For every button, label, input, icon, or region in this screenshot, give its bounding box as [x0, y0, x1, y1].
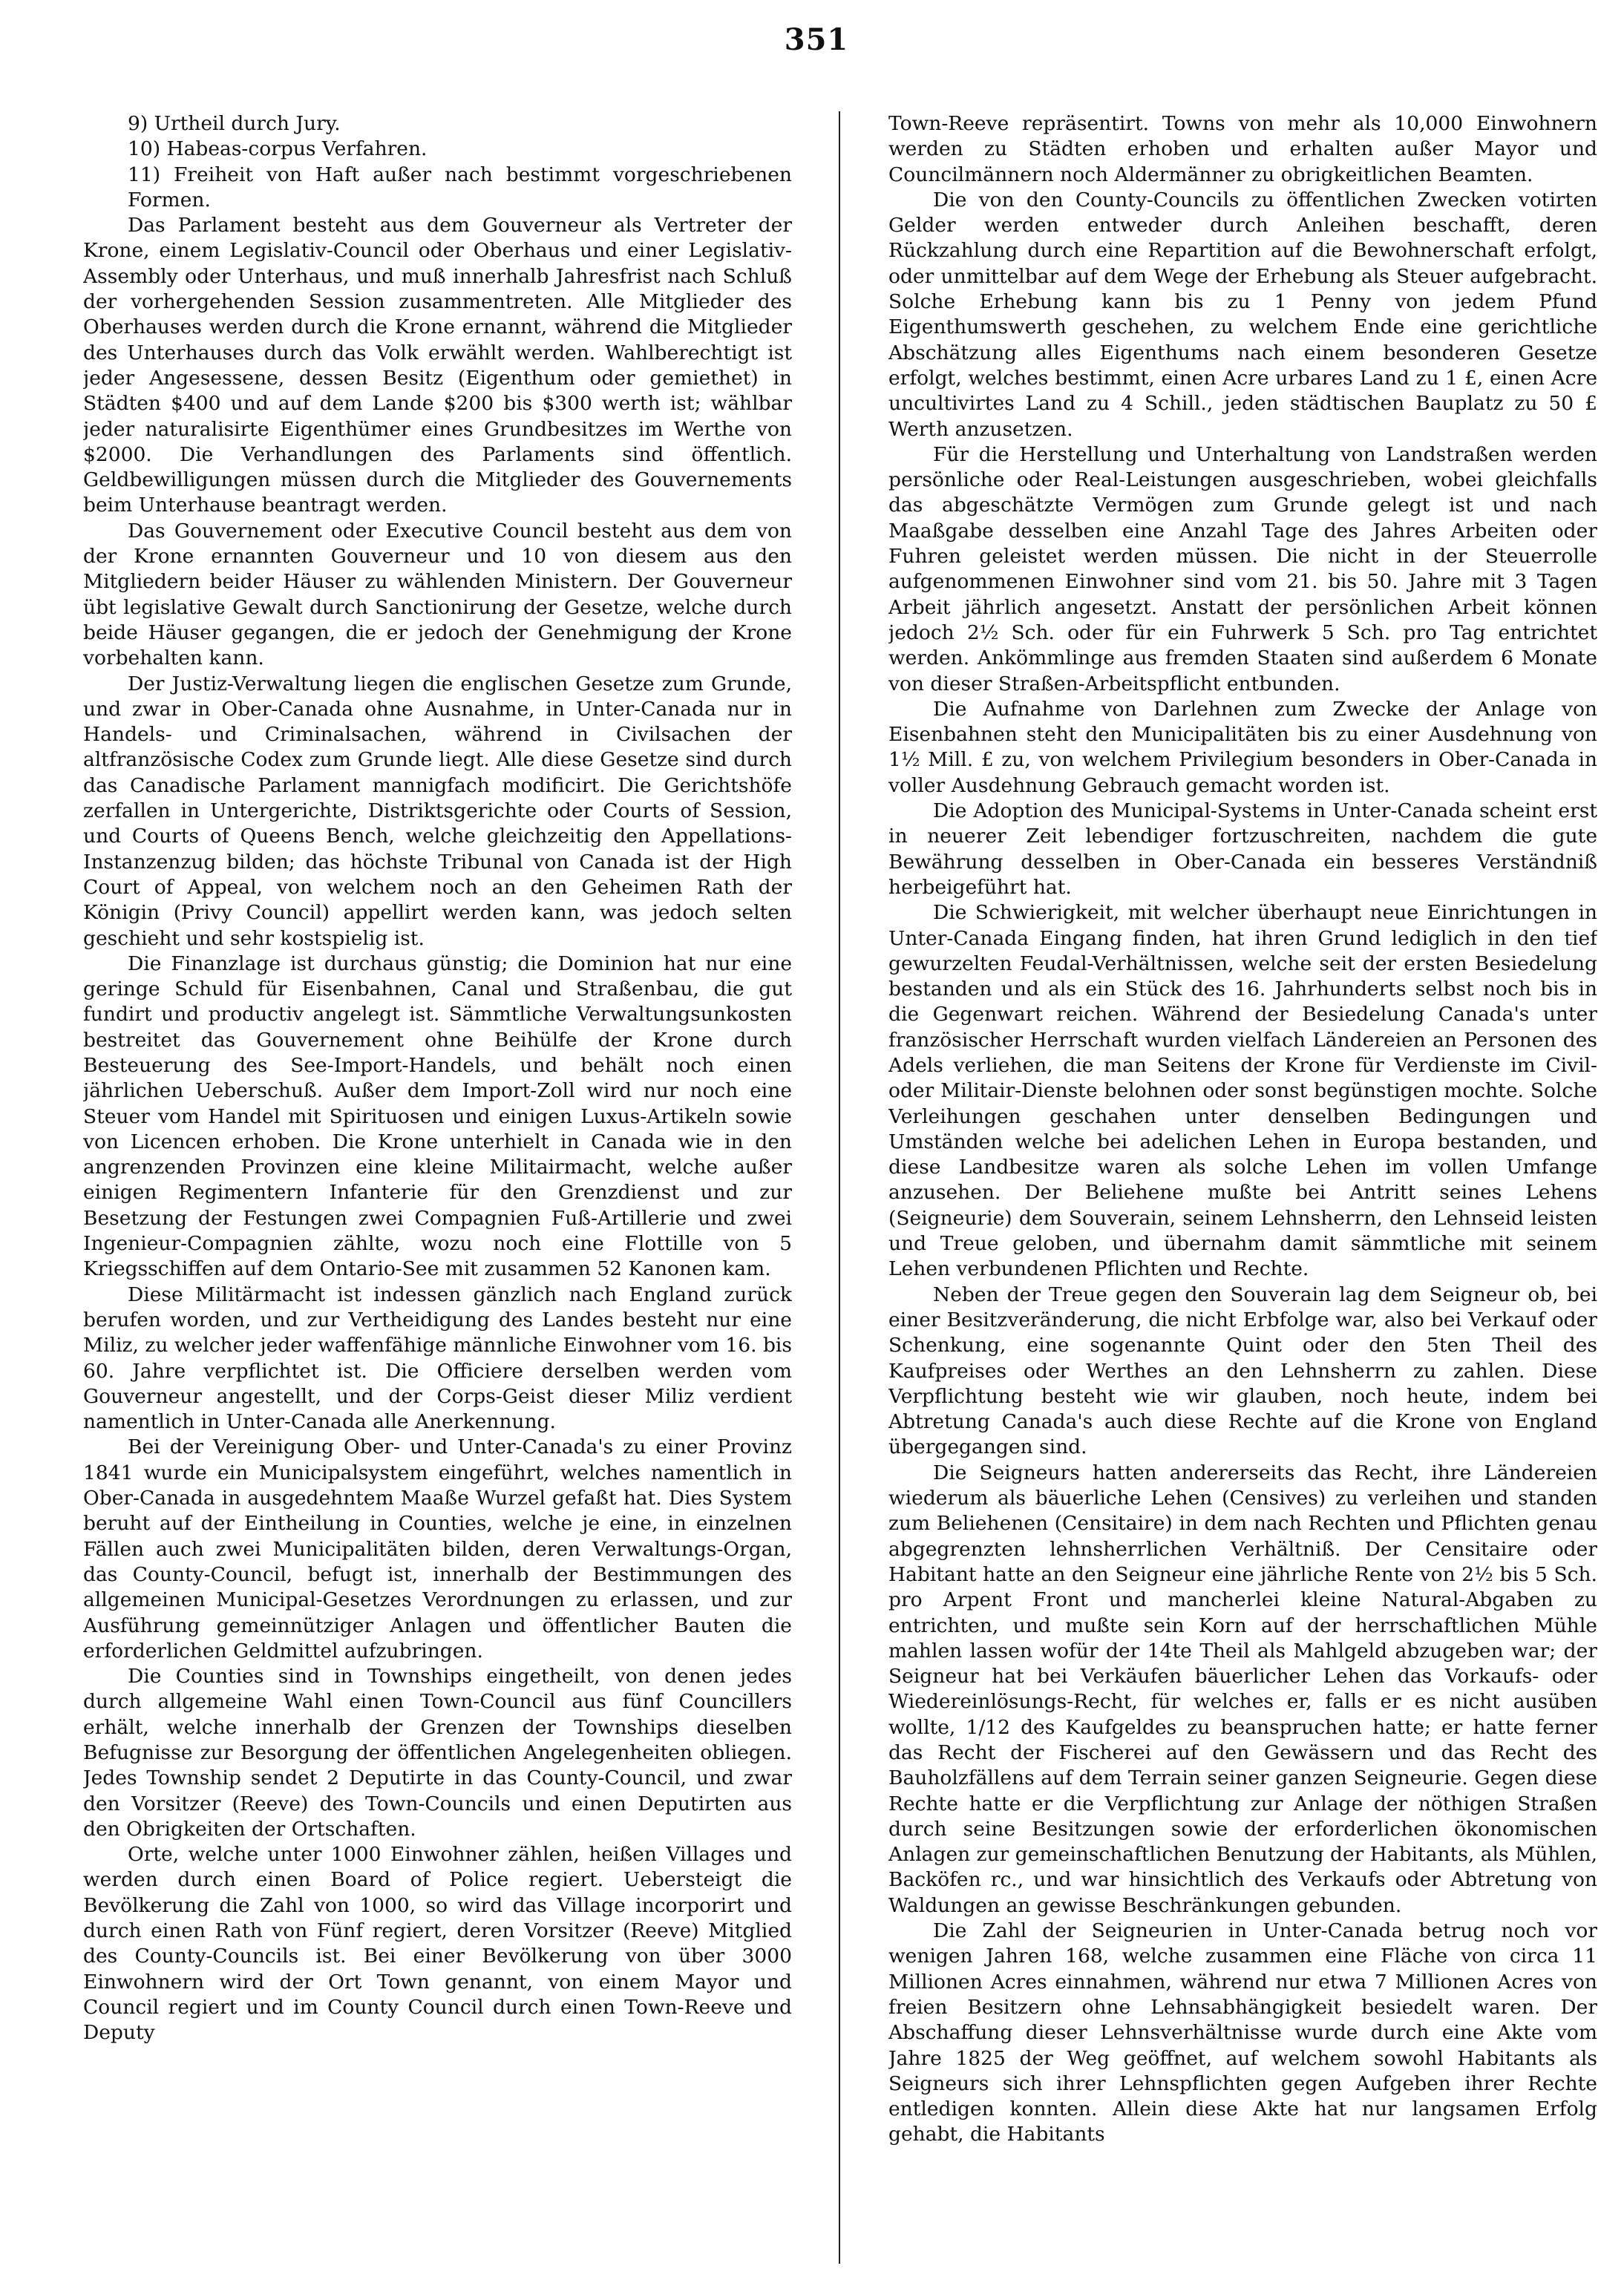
paragraph: Das Parlament besteht aus dem Gouverneur als Vertreter der Krone, einem Legislativ-Council oder Oberhaus und einer Legislativ-Assembly oder Unterhaus, und muß innerhalb Jahresfrist nach Schluß der vorhergehenden Session zusammentreten. Alle Mitglieder des Oberhauses werden durch die Krone ernannt, während die Mitglieder des Unterhauses durch das Volk erwählt werden. Wahlberechtigt ist jeder Angesessene, dessen Besitz (Eigenthum oder gemiethet) in Städten $400 und auf dem Lande $200 bis $300 werth ist; wählbar jeder naturalisirte Eigenthümer eines Grundbesitzes im Werthe von $2000. Die Verhandlungen des Parlaments sind öffentlich. Geldbewilligungen müssen durch die Mitglieder des Gouvernements beim Unterhause beantragt werden. [83, 214, 792, 517]
paragraph: Für die Herstellung und Unterhaltung von Landstraßen werden persönliche oder Real-Leistungen ausgeschrieben, wobei gleichfalls das abgeschätzte Vermögen zum Grunde gelegt ist und nach Maaßgabe desselben eine Anzahl Tage des Jahres Arbeiten oder Fuhren geleistet werden müssen. Die nicht in der Steuerrolle aufgenommenen Einwohner sind vom 21. bis 50. Jahre mit 3 Tagen Arbeit jährlich angesetzt. Anstatt der persönlichen Arbeit können jedoch 2½ Sch. oder für ein Fuhrwerk 5 Sch. pro Tag entrichtet werden. Ankömmlinge aus fremden Staaten sind außerdem 6 Monate von dieser Straßen-Arbeitspflicht entbunden. [888, 442, 1597, 695]
paragraph: Neben der Treue gegen den Souverain lag dem Seigneur ob, bei einer Besitzveränderung, die nicht Erbfolge war, also bei Verkauf oder Schenkung, eine sogenannte Quint oder den 5ten Theil des Kaufpreises oder Werthes an den Lehnsherrn zu zahlen. Diese Verpflichtung besteht wie wir glauben, noch heute, indem bei Abtretung Canada's auch diese Rechte auf die Krone von England übergegangen sind. [888, 1283, 1597, 1459]
paragraph: 9) Urtheil durch Jury. [128, 112, 341, 135]
paragraph: Das Gouvernement oder Executive Council besteht aus dem von der Krone ernannten Gouverneur und 10 von diesem aus den Mitgliedern beider Häuser zu wählenden Ministern. Der Gouverneur übt legislative Gewalt durch Sanctionirung der Gesetze, welche durch beide Häuser gegangen, die er jedoch der Genehmigung der Krone vorbehalten kann. [83, 519, 792, 670]
right-column [888, 111, 1597, 2264]
paragraph: Bei der Vereinigung Ober- und Unter-Canada's zu einer Provinz 1841 wurde ein Municipalsystem eingeführt, welches namentlich in Ober-Canada in ausgedehntem Maaße Wurzel gefaßt hat. Dies System beruht auf der Eintheilung in Counties, welche je eine, in einzelnen Fällen auch zwei Municipalitäten bilden, deren Verwaltungs-Organ, das County-Council, befugt ist, innerhalb der Bestimmungen des allgemeinen Municipal-Gesetzes Verordnungen zu erlassen, und zur Ausführung gemeinnütziger Anlagen und öffentlicher Bauten die erforderlichen Geldmittel aufzubringen. [83, 1435, 792, 1663]
paragraph: Die Adoption des Municipal-Systems in Unter-Canada scheint erst in neuerer Zeit lebendiger fortzuschreiten, nachdem die gute Bewährung desselben in Ober-Canada ein besseres Verständniß herbeigeführt hat. [888, 799, 1597, 899]
paragraph: Diese Militärmacht ist indessen gänzlich nach England zurück berufen worden, und zur Vertheidigung des Landes besteht nur eine Miliz, zu welcher jeder waffenfähige männliche Einwohner vom 16. bis 60. Jahre verpflichtet ist. Die Officiere derselben werden vom Gouverneur angestellt, und der Corps-Geist dieser Miliz verdient namentlich in Unter-Canada alle Anerkennung. [83, 1283, 792, 1434]
page-number: 351 [784, 22, 849, 57]
column-divider [839, 111, 840, 2264]
paragraph: 10) Habeas-corpus Verfahren. [128, 137, 428, 161]
paragraph: Die von den County-Councils zu öffentlichen Zwecken votirten Gelder werden entweder durch Anleihen beschafft, deren Rückzahlung durch eine Repartition auf die Bewohnerschaft erfolgt, oder unmittelbar auf dem Wege der Erhebung als Steuer aufgebracht. Solche Erhebung kann bis zu 1 Penny von jedem Pfund Eigenthumswerth geschehen, zu welchem Ende eine gerichtliche Abschätzung alles Eigenthums nach einem besonderen Gesetze erfolgt, welches bestimmt, einen Acre urbares Land zu 1 £, einen Acre uncultivirtes Land zu 4 Schill., jeden städtischen Bauplatz zu 50 £ Werth anzusetzen. [888, 188, 1597, 441]
paragraph: Orte, welche unter 1000 Einwohner zählen, heißen Villages und werden durch einen Board of Police regiert. Uebersteigt die Bevölkerung die Zahl von 1000, so wird das Village incorporirt und durch einen Rath von Fünf regiert, deren Vorsitzer (Reeve) Mitglied des County-Councils ist. Bei einer Bevölkerung von über 3000 Einwohnern wird der Ort Town genannt, von einem Mayor und Council regiert und im County Council durch einen Town-Reeve und Deputy [83, 1843, 792, 2045]
paragraph: Town-Reeve repräsentirt. Towns von mehr als 10,000 Einwohnern werden zu Städten erhoben und erhalten außer Mayor und Councilmännern noch Aldermänner zu obrigkeitlichen Beamten. [888, 112, 1597, 186]
paragraph: Die Schwierigkeit, mit welcher überhaupt neue Einrichtungen in Unter-Canada Eingang finden, hat ihren Grund lediglich in den tief gewurzelten Feudal-Verhältnissen, welche seit der ersten Besiedelung bestanden und als ein Stück des 16. Jahrhunderts selbst noch bis in die Gegenwart reichen. Während der Besiedelung Canada's unter französischer Herrschaft wurden vielfach Ländereien an Personen des Adels verliehen, die man Seitens der Krone für Verdienste im Civil- oder Militair-Dienste belohnen oder sonst begünstigen mochte. Solche Verleihungen geschahen unter denselben Bedingungen und Umständen welche bei adelichen Lehen in Europa bestanden, und diese Landbesitze waren als solche Lehen im vollen Umfange anzusehen. Der Beliehene mußte bei Antritt seines Lehens (Seigneurie) dem Souverain, seinem Lehnsherrn, den Lehnseid leisten und Treue geloben, und übernahm damit sämmtliche mit seinem Lehen verbundenen Pflichten und Rechte. [888, 901, 1597, 1281]
paragraph: Die Finanzlage ist durchaus günstig; die Dominion hat nur eine geringe Schuld für Eisenbahnen, Canal und Straßenbau, die gut fundirt und productiv angelegt ist. Sämmtliche Verwaltungsunkosten bestreitet das Gouvernement ohne Beihülfe der Krone durch Besteuerung des See-Import-Handels, und behält noch einen jährlichen Ueberschuß. Außer dem Import-Zoll wird nur noch eine Steuer vom Handel mit Spirituosen und einigen Luxus-Artikeln sowie von Licencen erhoben. Die Krone unterhielt in Canada wie in den angrenzenden Provinzen eine kleine Militairmacht, welche außer einigen Regimentern Infanterie für den Grenzdienst und zur Besetzung der Festungen zwei Compagnien Fuß-Artillerie und zwei Ingenieur-Compagnien zählte, wozu noch eine Flottille von 5 Kriegsschiffen auf dem Ontario-See mit zusammen 52 Kanonen kam. [83, 951, 792, 1281]
paragraph: Die Aufnahme von Darlehnen zum Zwecke der Anlage von Eisenbahnen steht den Municipalitäten bis zu einer Ausdehnung von 1½ Mill. £ zu, von welchem Privilegium besonders in Ober-Canada in voller Ausdehnung Gebrauch gemacht worden ist. [888, 697, 1597, 797]
paragraph: Die Counties sind in Townships eingetheilt, von denen jedes durch allgemeine Wahl einen Town-Council aus fünf Councillers erhält, welche innerhalb der Grenzen der Townships dieselben Befugnisse zur Besorgung der öffentlichen Angelegenheiten obliegen. Jedes Township sendet 2 Deputirte in das County-Council, und zwar den Vorsitzer (Reeve) des Town-Councils und einen Deputirten aus den Obrigkeiten der Ortschaften. [83, 1665, 792, 1841]
paragraph: Die Zahl der Seigneurien in Unter-Canada betrug noch vor wenigen Jahren 168, welche zusammen eine Fläche von circa 11 Millionen Acres einnahmen, während nur etwa 7 Millionen Acres von freien Besitzern ohne Lehnsabhängigkeit besiedelt waren. Der Abschaffung dieser Lehnsverhältnisse wurde durch eine Akte vom Jahre 1825 der Weg geöffnet, auf welchem sowohl Habitants als Seigneurs sich ihrer Lehnspflichten gegen Aufgeben ihrer Rechte entledigen konnten. Allein diese Akte hat nur langsamen Erfolg gehabt, die Habitants [888, 1919, 1597, 2146]
paragraph: Der Justiz-Verwaltung liegen die englischen Gesetze zum Grunde, und zwar in Ober-Canada ohne Ausnahme, in Unter-Canada nur in Handels- und Criminalsachen, während in Civilsachen der altfranzösische Codex zum Grunde liegt. Alle diese Gesetze sind durch das Canadische Parlament mannigfach modificirt. Die Gerichtshöfe zerfallen in Untergerichte, Distriktsgerichte oder Courts of Session, und Courts of Queens Bench, welche gleichzeitig den Appellations-Instanzenzug bilden; das höchste Tribunal von Canada ist der High Court of Appeal, von welchem noch an den Geheimen Rath der Königin (Privy Council) appellirt werden kann, was jedoch selten geschieht und sehr kostspielig ist. [83, 672, 792, 950]
left-column [83, 111, 792, 2264]
paragraph: 11) Freiheit von Haft außer nach bestimmt vorgeschriebenen Formen. [128, 163, 792, 212]
paragraph: Die Seigneurs hatten andererseits das Recht, ihre Ländereien wiederum als bäuerliche Lehen (Censives) zu verleihen und standen zum Beliehenen (Censitaire) in dem nach Rechten und Pflichten genau abgegrenzten lehnsherrlichen Verhältniß. Der Censitaire oder Habitant hatte an den Seigneur eine jährliche Rente von 2½ bis 5 Sch. pro Arpent Front und mancherlei kleine Natural-Abgaben zu entrichten, und mußte sein Korn auf der herrschaftlichen Mühle mahlen lassen wofür der 14te Theil als Mahlgeld abzugeben war; der Seigneur hat bei Verkäufen bäuerlicher Lehen das Vorkaufs- oder Wiedereinlösungs-Recht, für welches er, falls er es nicht ausüben wollte, 1/12 des Kaufgeldes zu beanspruchen hatte; er hatte ferner das Recht der Fischerei auf den Gewässern und das Recht des Bauholzfällens auf dem Terrain seiner ganzen Seigneurie. Gegen diese Rechte hatte er die Verpflichtung zur Anlage der nöthigen Straßen durch seine Besitzungen sowie der erforderlichen ökonomischen Anlagen zur gemeinschaftlichen Benutzung der Habitants, als Mühlen, Backöfen rc., und war hinsichtlich des Verkaufs oder Abtretung von Waldungen an gewisse Beschränkungen gebunden. [888, 1461, 1597, 1917]
